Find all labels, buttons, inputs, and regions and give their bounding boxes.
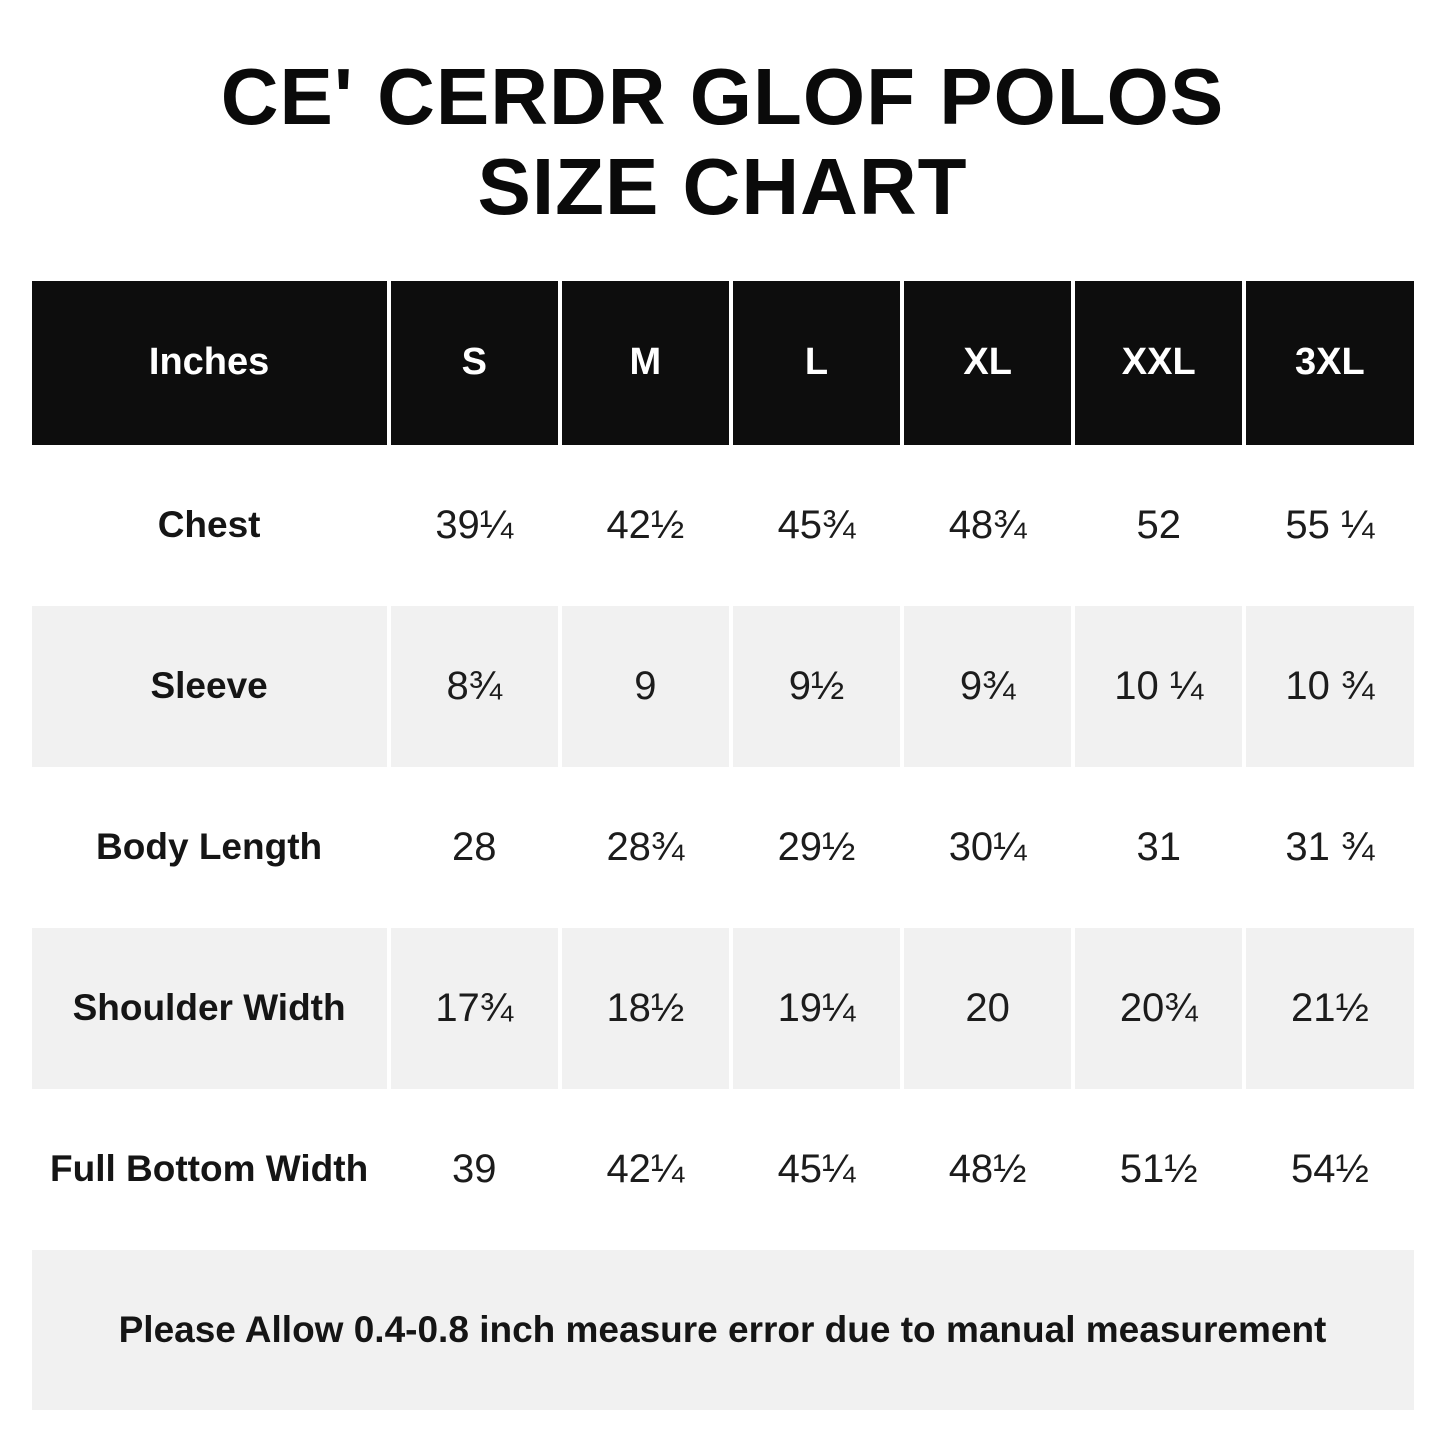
size-value-cell: 48¾ [900, 445, 1071, 606]
size-value-cell: 19¼ [729, 928, 900, 1089]
note-row [32, 1250, 1414, 1410]
header-cell-unit: Inches [32, 281, 387, 445]
size-value-cell: 9½ [729, 606, 900, 767]
size-value-cell: 45¼ [729, 1089, 900, 1250]
page-title [0, 52, 1445, 233]
size-value-cell: 20 [900, 928, 1071, 1089]
row-label: Full Bottom Width [50, 1148, 369, 1190]
size-value-cell: 8¾ [387, 606, 558, 767]
size-value-cell: 30¼ [900, 767, 1071, 928]
size-value-cell: 51½ [1071, 1089, 1242, 1250]
header-cell-size-xxl: XXL [1071, 281, 1242, 445]
size-value-cell: 10 ¼ [1071, 606, 1242, 767]
size-value-cell: 31 ¾ [1242, 767, 1413, 928]
table-row [32, 928, 1414, 1089]
size-value-cell: 54½ [1242, 1089, 1413, 1250]
size-value-cell: 21½ [1242, 928, 1413, 1089]
row-label: Body Length [96, 826, 323, 868]
table-row [32, 445, 1414, 606]
title-line-2: SIZE CHART [477, 142, 968, 232]
table-row [32, 606, 1414, 767]
header-cell-size-s: S [387, 281, 558, 445]
row-label: Sleeve [150, 665, 268, 707]
title-line-1: CE' CERDR GLOF POLOS [220, 52, 1225, 141]
size-value-cell: 55 ¼ [1242, 445, 1413, 606]
size-chart-table [32, 281, 1414, 1410]
size-value-cell: 39¼ [387, 445, 558, 606]
table-row [32, 767, 1414, 928]
header-row [32, 281, 1414, 445]
size-value-cell: 9 [558, 606, 729, 767]
size-value-cell: 20¾ [1071, 928, 1242, 1089]
size-value-cell: 28 [387, 767, 558, 928]
size-value-cell: 28¾ [558, 767, 729, 928]
header-cell-size-3xl: 3XL [1242, 281, 1413, 445]
size-value-cell: 31 [1071, 767, 1242, 928]
header-cell-size-l: L [729, 281, 900, 445]
size-value-cell: 9¾ [900, 606, 1071, 767]
table-row [32, 1089, 1414, 1250]
row-label: Shoulder Width [72, 987, 346, 1029]
header-cell-size-xl: XL [900, 281, 1071, 445]
size-value-cell: 29½ [729, 767, 900, 928]
size-value-cell: 48½ [900, 1089, 1071, 1250]
size-value-cell: 52 [1071, 445, 1242, 606]
size-value-cell: 18½ [558, 928, 729, 1089]
size-value-cell: 45¾ [729, 445, 900, 606]
size-value-cell: 10 ¾ [1242, 606, 1413, 767]
size-value-cell: 42½ [558, 445, 729, 606]
measure-note: Please Allow 0.4-0.8 inch measure error due to manual measurement [32, 1250, 1414, 1410]
size-value-cell: 39 [387, 1089, 558, 1250]
size-value-cell: 42¼ [558, 1089, 729, 1250]
row-label: Chest [157, 504, 261, 546]
size-value-cell: 17¾ [387, 928, 558, 1089]
header-cell-size-m: M [558, 281, 729, 445]
